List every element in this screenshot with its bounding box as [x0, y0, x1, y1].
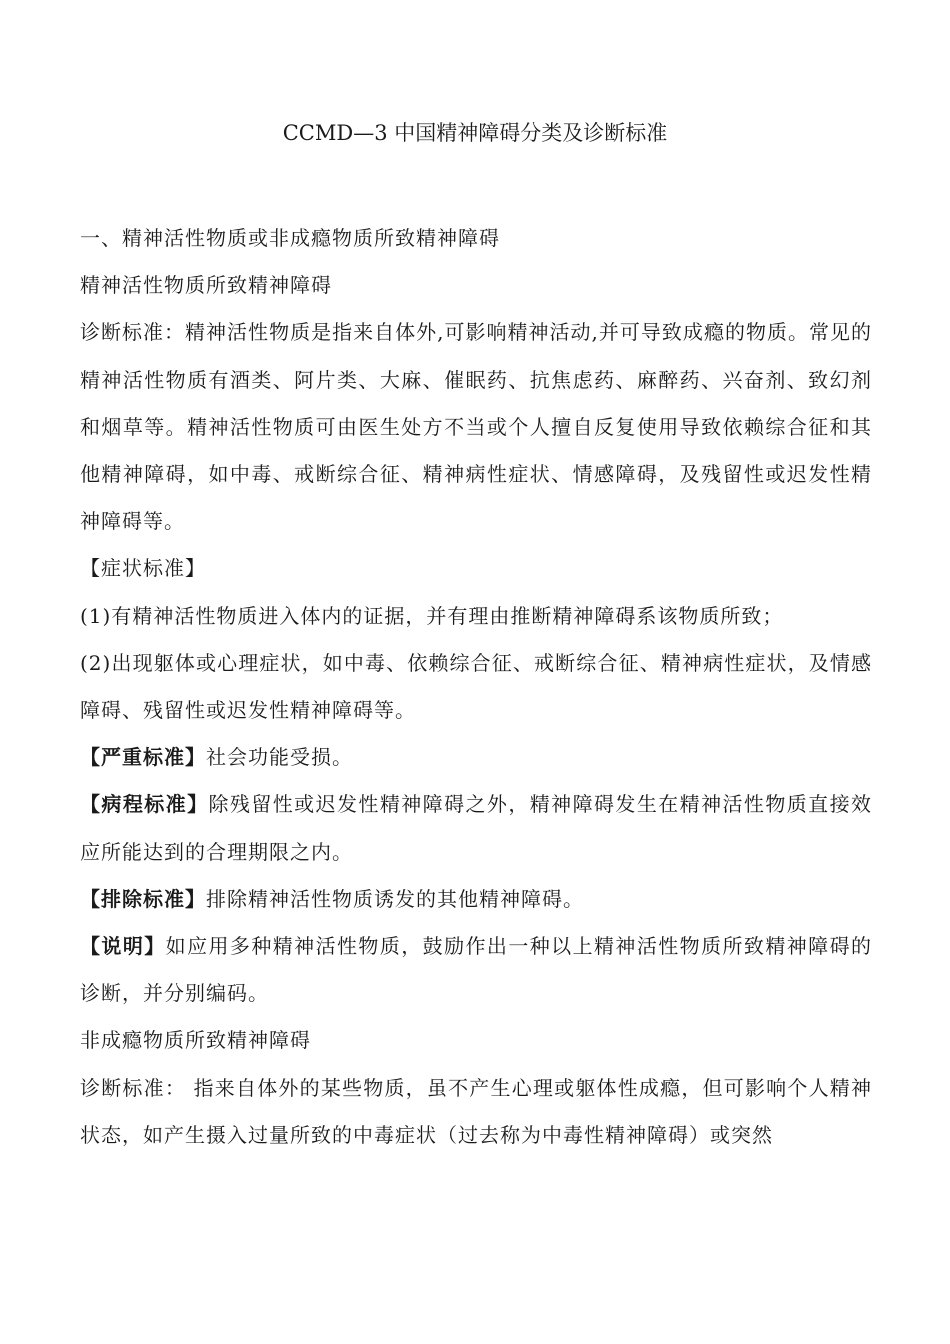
symptom-item-2: (2)出现躯体或心理症状，如中毒、依赖综合征、戒断综合征、精神病性症状，及情感障碍、残留性或迟发性精神障碍等。 [80, 650, 872, 723]
subsection-heading-non-addictive: 非成瘾物质所致精神障碍 [80, 1028, 311, 1053]
document-title: CCMD—3 中国精神障碍分类及诊断标准 [282, 121, 668, 145]
severity-standard-paragraph [80, 734, 872, 781]
note-label: 【说明】 [80, 934, 166, 959]
note-text: 如应用多种精神活性物质，鼓励作出一种以上精神活性物质所致精神障碍的诊断，并分别编码。 [80, 934, 873, 1006]
severity-standard-label: 【严重标准】 [80, 745, 206, 770]
diagnostic-standard-paragraph: 诊断标准：精神活性物质是指来自体外,可影响精神活动,并可导致成瘾的物质。常见的精神活性物质有酒类、阿片类、大麻、催眠药、抗焦虑药、麻醉药、兴奋剂、致幻剂和烟草等。精神活性物质可由医生处方不当或个人擅自反复使用导致依赖综合征和其他精神障碍，如中毒、戒断综合征、精神病性症状、情感障碍，及残留性或迟发性精神障碍等。 [80, 320, 872, 534]
exclusion-standard-label: 【排除标准】 [80, 886, 206, 911]
document-body [80, 215, 872, 1159]
note-paragraph [80, 923, 872, 1017]
exclusion-standard-text: 排除精神活性物质诱发的其他精神障碍。 [206, 886, 584, 911]
subsection-heading-psychoactive: 精神活性物质所致精神障碍 [80, 273, 332, 298]
symptom-standard-label: 【症状标准】 [80, 556, 206, 581]
non-addictive-diagnostic-paragraph: 诊断标准： 指来自体外的某些物质，虽不产生心理或躯体性成瘾，但可影响个人精神状态，如产生摄入过量所致的中毒症状（过去称为中毒性精神障碍）或突然 [80, 1075, 872, 1147]
section-heading: 一、精神活性物质或非成瘾物质所致精神障碍 [80, 226, 500, 250]
exclusion-standard-paragraph [80, 876, 872, 923]
course-standard-label: 【病程标准】 [80, 792, 209, 817]
symptom-item-1: (1)有精神活性物质进入体内的证据，并有理由推断精神障碍系该物质所致； [80, 603, 784, 628]
course-standard-paragraph [80, 781, 872, 875]
severity-standard-text: 社会功能受损。 [206, 745, 353, 770]
course-standard-text: 除残留性或迟发性精神障碍之外，精神障碍发生在精神活性物质直接效应所能达到的合理期限之内。 [80, 792, 872, 864]
